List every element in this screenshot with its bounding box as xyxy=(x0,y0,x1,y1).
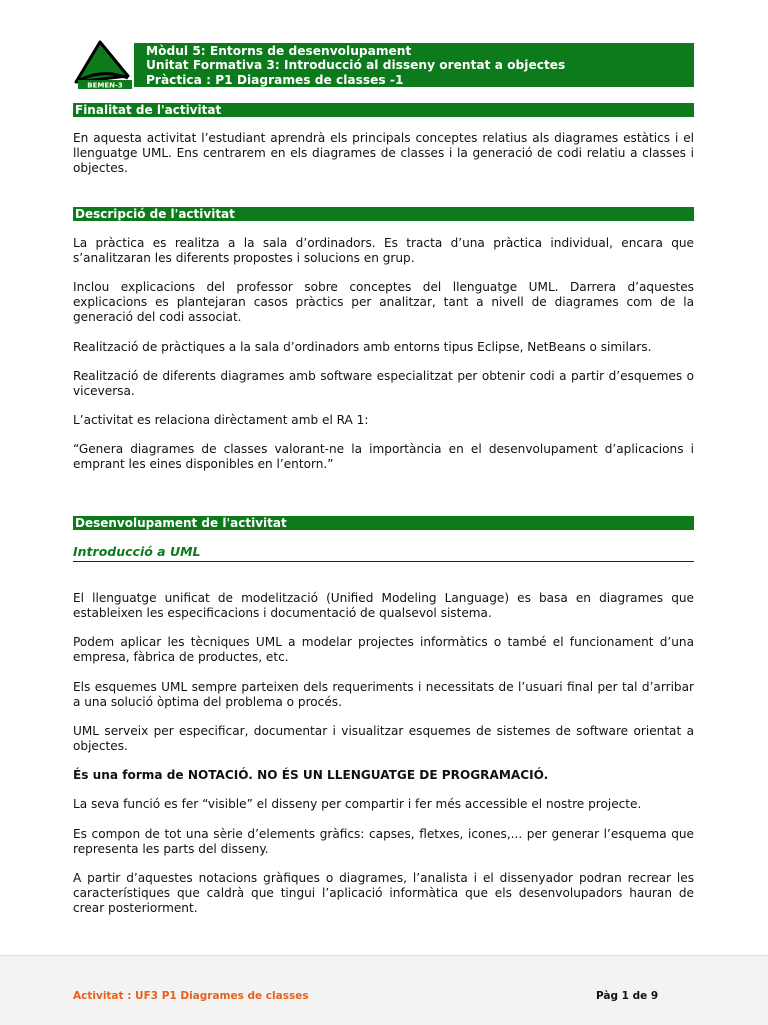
uml-paragraph-3: Els esquemes UML sempre parteixen dels requeriments i necessitats de l’usuari final per tal d’arribar a una solució òptima del problema o procés. xyxy=(73,680,694,710)
descripcio-paragraph-3: Realització de pràctiques a la sala d’ordinadors amb entorns tipus Eclipse, NetBeans o similars. xyxy=(73,340,652,354)
page-number: Pàg 1 de 9 xyxy=(596,990,659,1002)
descripcio-paragraph-5: L’activitat es relaciona dirèctament amb el RA 1: xyxy=(73,413,369,427)
section-finalitat-heading: Finalitat de l'activitat xyxy=(73,103,694,117)
footer-activity-title: Activitat : UF3 P1 Diagrames de classes xyxy=(73,990,309,1002)
module-header xyxy=(134,43,694,87)
finalitat-paragraph: En aquesta activitat l’estudiant aprendrà els principals conceptes relatius als diagrames estàtics i el llenguatge UML. Ens centrarem en els diagrames de classes i la generació de codi relatiu a classes i objectes. xyxy=(73,131,694,176)
uml-paragraph-8: A partir d’aquestes notacions gràfiques o diagrames, l’analista i el dissenyador podran recrear les característiques que caldrà que tingui l’aplicació informàtica que els desenvolupadors hauran de crear posteriorment. xyxy=(73,871,694,916)
bemen3-logo xyxy=(72,38,134,90)
uml-paragraph-1: El llenguatge unificat de modelització (Unified Modeling Language) es basa en diagrames que estableixen les especificacions i documentació de qualsevol sistema. xyxy=(73,591,694,621)
descripcio-paragraph-4: Realització de diferents diagrames amb software especialitzat per obtenir codi a partir d’esquemes o viceversa. xyxy=(73,369,694,399)
module-title: Mòdul 5: Entorns de desenvolupament xyxy=(146,44,412,58)
page-footer xyxy=(0,955,768,1025)
ra1-quote: “Genera diagrames de classes valorant-ne la importància en el desenvolupament d’aplicacions i emprant les eines disponibles en l’entorn.” xyxy=(73,442,694,472)
notation-statement: És una forma de NOTACIÓ. NO ÉS UN LLENGUATGE DE PROGRAMACIÓ. xyxy=(73,768,549,782)
logo-text: BEMEN-3 xyxy=(87,81,123,90)
uml-paragraph-4: UML serveix per especificar, documentar i visualitzar esquemes de sistemes de software orientat a objectes. xyxy=(73,724,694,754)
uml-paragraph-6: La seva funció es fer “visible” el disseny per compartir i fer més accessible el nostre projecte. xyxy=(73,797,642,811)
uml-intro-subheading: Introducció a UML xyxy=(73,544,694,562)
descripcio-paragraph-1: La pràctica es realitza a la sala d’ordinadors. Es tracta d’una pràctica individual, encara que s’analitzaran les diferents propostes i solucions en grup. xyxy=(73,236,694,266)
descripcio-paragraph-2: Inclou explicacions del professor sobre conceptes del llenguatge UML. Darrera d’aquestes explicacions es plantejaran casos pràctics per analitzar, tant a nivell de diagrames com de la generació del codi associat. xyxy=(73,280,694,325)
practice-title: Pràctica : P1 Diagrames de classes -1 xyxy=(146,72,404,87)
unit-title: Unitat Formativa 3: Introducció al disseny orentat a objectes xyxy=(146,58,566,73)
section-desenvolupament-heading: Desenvolupament de l'activitat xyxy=(73,516,694,530)
uml-paragraph-2: Podem aplicar les tècniques UML a modelar projectes informàtics o també el funcionament d’una empresa, fàbrica de productes, etc. xyxy=(73,635,694,665)
section-descripcio-heading: Descripció de l'activitat xyxy=(73,207,694,221)
uml-paragraph-7: Es compon de tot una sèrie d’elements gràfics: capses, fletxes, icones,... per generar l’esquema que representa les parts del disseny. xyxy=(73,827,694,857)
